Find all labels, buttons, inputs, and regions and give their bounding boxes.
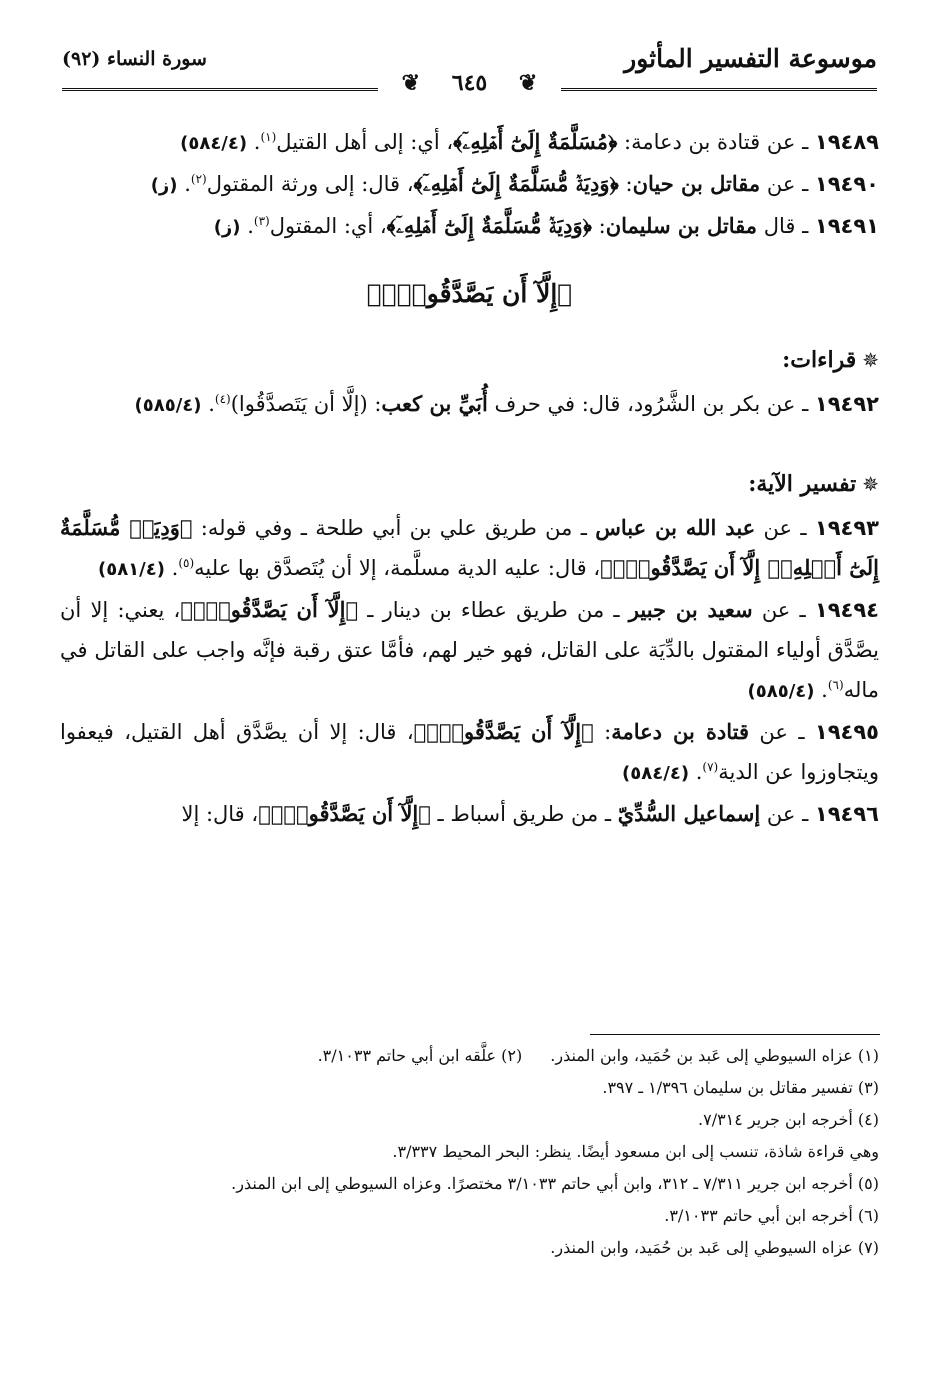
ornament-icon: ❦	[507, 70, 549, 96]
footnote: (٤) أخرجه ابن جرير ٧/٣١٤.	[698, 1110, 879, 1129]
source-ref: (٥٨٥/٤)	[747, 681, 815, 702]
narration-number: ١٩٤٩٣	[814, 516, 879, 540]
source-ref: (ز)	[213, 217, 241, 238]
ornament-icon: ❦	[390, 70, 432, 96]
footnote-marker: (٢)	[190, 172, 207, 186]
narration-number: ١٩٤٩٠	[814, 172, 879, 196]
footnote: (٢) علَّقه ابن أبي حاتم ٣/١٠٣٣.	[317, 1046, 523, 1065]
narration-paragraph: ١٩٤٩٥ ـ عن قتادة بن دعامة: ﴿إِلَّآ أَن يَصَّدَّقُواْۚ﴾، قال: إلا أن يصَّدَّق أهل القتيل، فيعفوا ويتجاوزوا عن الدية$^{(٧)}$. (٥٨٤/٤)	[60, 719, 879, 784]
footnote: (٥) أخرجه ابن جرير ٧/٣١١ ـ ٣١٢، وابن أبي حاتم ٣/١٠٣٣ مختصرًا. وعزاه السيوطي إلى ابن المنذر.	[231, 1174, 879, 1193]
footnote-marker: (٧)	[702, 760, 719, 774]
footnote: (١) عزاه السيوطي إلى عَبد بن حُمَيد، وابن المنذر.	[550, 1046, 879, 1065]
narration-paragraph: ١٩٤٩٣ ـ عن عبد الله بن عباس ـ من طريق علي بن أبي طلحة ـ وفي قوله: ﴿وَدِيَةٞ مُّسَلَّمَةٌ إِلَىٰٓ أَهۡلِهِۦٓ إِلَّآ أَن يَصَّدَّقُواْۚ﴾، قال: عليه الدية مسلَّمة، إلا أن يُتَصدَّق بها عليه$^{(٥)}$. (٥٨١/٤)	[60, 515, 879, 580]
source-ref: (٥٨٥/٤)	[134, 395, 202, 416]
source-ref: (٥٨١/٤)	[97, 559, 165, 580]
page-number: ٦٤٥	[440, 70, 499, 96]
quran-quote: ﴿وَدِيَةٞ مُّسَلَّمَةٌ إِلَىٰٓ أَهۡلِهِۦٓ إِلَّآ أَن يَصَّدَّقُواْۚ﴾	[60, 515, 879, 580]
section-heading-tafsir: ✵تفسير الآية:	[748, 471, 879, 497]
quran-quote: ﴿إِلَّآ أَن يَصَّدَّقُواْۚ﴾	[413, 719, 594, 744]
narrator-name: قتادة بن دعامة	[611, 719, 750, 744]
footnote-marker: (٥)	[178, 556, 195, 570]
source-ref: (٥٨٤/٤)	[622, 763, 690, 784]
quran-quote: ﴿وَدِيَةٞ مُّسَلَّمَةٌ إِلَىٰٓ أَهۡلِهِۦٓ﴾	[413, 171, 619, 196]
quran-quote: ﴿إِلَّآ أَن يَصَّدَّقُواْۚ﴾	[180, 597, 359, 622]
footnote-row	[60, 1040, 879, 1072]
narration-number: ١٩٤٨٩	[814, 130, 879, 154]
source-ref: (ز)	[150, 175, 178, 196]
footnotes	[60, 1040, 879, 1264]
quran-quote: ﴿إِلَّآ أَن يَصَّدَّقُواْۚ﴾	[258, 801, 431, 826]
narration-number: ١٩٤٩٤	[814, 598, 879, 622]
surah-label: سورة النساء (٩٢)	[62, 48, 207, 70]
narration-number: ١٩٤٩٥	[814, 720, 879, 744]
narration-paragraph: ١٩٤٩١ ـ قال مقاتل بن سليمان: ﴿وَدِيَةٞ مُّسَلَّمَةٌ إِلَىٰٓ أَهۡلِهِۦٓ﴾، أي: المقتول$^{(٣)}$. (ز)	[213, 213, 879, 238]
ayah-heading: ﴿إِلَّآ أَن يَصَّدَّقُواْۚ﴾	[366, 279, 573, 308]
source-ref: (٥٨٤/٤)	[180, 133, 248, 154]
narrator-name: عبد الله بن عباس	[595, 515, 756, 540]
narration-paragraph: ١٩٤٩٢ ـ عن بكر بن الشَّرُود، قال: في حرف أُبَيِّ بن كعب: (إلَّا أن يَتَصدَّقُوا)$^{(٤)}$. (٥٨٥/٤)	[134, 391, 879, 416]
narrator-name: سعيد بن جبير	[628, 597, 753, 622]
narration-paragraph: ١٩٤٩٤ ـ عن سعيد بن جبير ـ من طريق عطاء بن دينار ـ ﴿إِلَّآ أَن يَصَّدَّقُواْۚ﴾، يعني: إلا أن يصَّدَّق أولياء المقتول بالدِّيَة على القاتل، فهو خير لهم، فأمَّا عتق رقبة فإنَّه واجب على القاتل في ماله$^{(٦)}$. (٥٨٥/٤)	[60, 597, 879, 702]
footnote: وهي قراءة شاذة، تنسب إلى ابن مسعود أيضًا. ينظر: البحر المحيط ٣/٣٣٧.	[392, 1142, 879, 1161]
footnote-marker: (٦)	[827, 678, 844, 692]
narrator-name: إسماعيل السُّدِّيّ	[617, 801, 761, 826]
book-title: موسوعة التفسير المأثور	[624, 44, 877, 73]
star-ornament-icon: ✵	[862, 472, 879, 496]
footnote-separator	[590, 1034, 880, 1035]
narrator-name: مقاتل بن سليمان	[605, 213, 758, 238]
narration-paragraph: ١٩٤٨٩ ـ عن قتادة بن دعامة: ﴿مُسَلَّمَةٌ إِلَىٰٓ أَهۡلِهِۦٓ﴾، أي: إلى أهل القتيل$^{(١)}$. (٥٨٤/٤)	[180, 129, 879, 154]
narration-paragraph: ١٩٤٩٦ ـ عن إسماعيل السُّدِّيّ ـ من طريق أسباط ـ ﴿إِلَّآ أَن يَصَّدَّقُواْۚ﴾، قال: إلا	[181, 801, 879, 826]
footnote-marker: (٣)	[253, 214, 270, 228]
page-number-box	[0, 70, 939, 96]
section-heading-qiraat: ✵قراءات:	[782, 347, 879, 373]
narration-number: ١٩٤٩٦	[814, 802, 879, 826]
narration-number: ١٩٤٩٢	[814, 392, 879, 416]
footnote-marker: (٤)	[214, 392, 231, 406]
footnote: (٦) أخرجه ابن أبي حاتم ٣/١٠٣٣.	[664, 1206, 879, 1225]
narrator-name: أُبَيِّ بن كعب	[381, 391, 488, 416]
footnote: (٣) تفسير مقاتل بن سليمان ١/٣٩٦ ـ ٣٩٧.	[602, 1078, 879, 1097]
star-ornament-icon: ✵	[862, 348, 879, 372]
narrator-name: مقاتل بن حيان	[632, 171, 761, 196]
main-text	[60, 122, 879, 834]
quran-quote: ﴿وَدِيَةٞ مُّسَلَّمَةٌ إِلَىٰٓ أَهۡلِهِۦٓ﴾	[386, 213, 592, 238]
footnote-marker: (١)	[260, 130, 277, 144]
narration-number: ١٩٤٩١	[814, 214, 879, 238]
narration-paragraph: ١٩٤٩٠ ـ عن مقاتل بن حيان: ﴿وَدِيَةٞ مُّسَلَّمَةٌ إِلَىٰٓ أَهۡلِهِۦٓ﴾، قال: إلى ورثة المقتول$^{(٢)}$. (ز)	[150, 171, 879, 196]
footnote: (٧) عزاه السيوطي إلى عَبد بن حُمَيد، وابن المنذر.	[550, 1238, 879, 1257]
quran-quote: ﴿مُسَلَّمَةٌ إِلَىٰٓ أَهۡلِهِۦٓ﴾	[453, 129, 618, 154]
